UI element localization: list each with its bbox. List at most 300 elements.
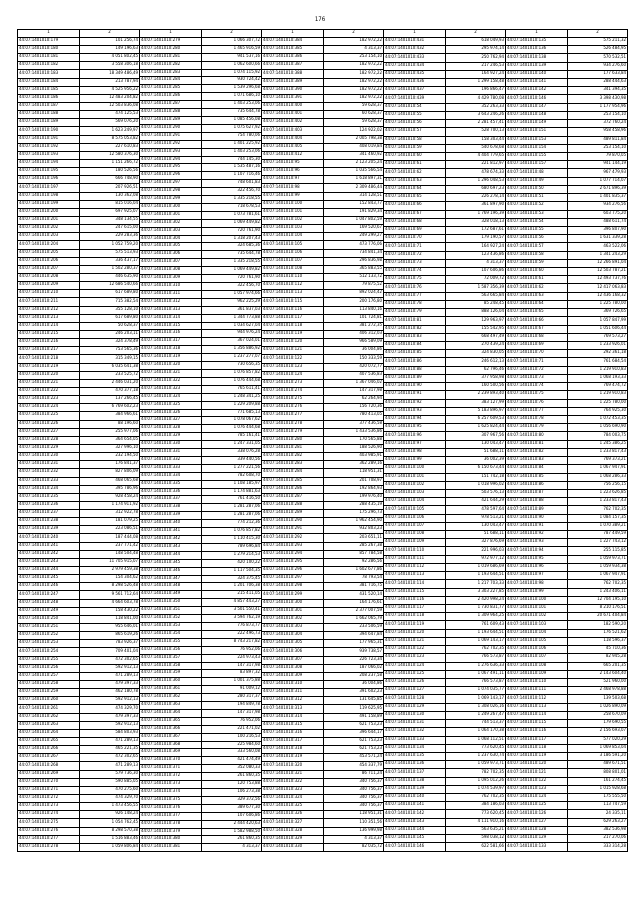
table-row	[140, 496, 262, 504]
table-row	[506, 333, 628, 341]
cadastral-number-cell: 44:07:1401010:363	[140, 702, 202, 710]
cadastral-value-cell: 12 580 376,30	[80, 151, 140, 159]
cadastral-number-cell: 44:07:1401010:388	[262, 70, 324, 78]
table-row	[262, 501, 384, 509]
table-row	[262, 208, 384, 216]
table-row	[18, 86, 140, 94]
cadastral-number-cell: 44:07:1401010:314	[262, 713, 324, 721]
table-row	[384, 720, 506, 728]
table-row	[506, 563, 628, 571]
cadastral-value-cell: 479 397,33	[80, 681, 140, 689]
table-row	[18, 705, 140, 713]
cadastral-number-cell: 44:07:1401010:299	[140, 196, 202, 204]
table-row	[262, 542, 384, 550]
table-row	[506, 752, 628, 760]
cadastral-value-cell: 1 433 536,86	[324, 428, 384, 436]
table-row	[18, 208, 140, 216]
table-row	[18, 412, 140, 420]
cadastral-value-cell: 12 436 168,32	[568, 292, 628, 300]
table-row	[18, 575, 140, 583]
table-row	[506, 531, 628, 539]
cadastral-number-cell: 44:07:1401010:437	[384, 87, 446, 95]
cadastral-number-cell: 44:07:1401010:282	[262, 453, 324, 461]
table-row	[18, 371, 140, 379]
table-row	[506, 87, 628, 95]
cadastral-value-cell: 473 776,06	[324, 241, 384, 249]
table-row	[506, 37, 628, 45]
table-row	[140, 53, 262, 61]
cadastral-value-cell: 785 161,41	[202, 433, 262, 441]
table-row	[140, 773, 262, 781]
cadastral-number-cell: 44:07:1401010:98	[384, 448, 446, 456]
cadastral-value-cell: 579 736,30	[80, 770, 140, 778]
cadastral-value-cell: 787 449,59	[568, 531, 628, 539]
cadastral-value-cell: 888 126,04	[446, 309, 506, 317]
table-row	[18, 738, 140, 746]
cadastral-value-cell: 774 212,36	[202, 520, 262, 528]
cadastral-value-cell: 182 590,20	[568, 621, 628, 629]
table-row	[262, 62, 384, 70]
cadastral-value-cell: 769 573,27	[568, 333, 628, 341]
table-row	[262, 371, 384, 379]
cadastral-value-cell: 381 272,35	[324, 322, 384, 330]
table-row	[18, 200, 140, 208]
table-row	[384, 358, 506, 366]
cadastral-number-cell: 44:07:1401010:93	[384, 407, 446, 415]
cadastral-value-cell: 149 196,63	[80, 46, 140, 54]
cadastral-number-cell: 44:07:1401010:126	[384, 678, 446, 686]
cadastral-value-cell: 762 702,35	[568, 580, 628, 588]
cadastral-value-cell: 421 644,29	[446, 498, 506, 506]
table-row	[18, 453, 140, 461]
cadastral-number-cell: 44:07:1401010:248	[18, 599, 80, 607]
cadastral-number-cell: 44:07:1401010:76	[506, 399, 568, 407]
cadastral-number-cell: 44:07:1401010:97	[384, 440, 446, 448]
cadastral-value-cell: 629 263,27	[568, 818, 628, 826]
cadastral-value-cell: 1 070 389,21	[568, 522, 628, 530]
cadastral-number-cell: 44:07:1401010:88	[506, 498, 568, 506]
table-row	[140, 180, 262, 188]
table-row	[18, 583, 140, 591]
table-row	[140, 638, 262, 646]
cadastral-value-cell: 941 144,19	[568, 161, 628, 169]
cadastral-value-cell: 762 702,35	[446, 794, 506, 802]
cadastral-number-cell: 44:07:1401010:346	[140, 567, 202, 575]
table-row	[384, 777, 506, 785]
table-row	[384, 588, 506, 596]
table-row	[18, 347, 140, 355]
table-row	[506, 194, 628, 202]
table-row	[140, 211, 262, 219]
table-row	[262, 111, 384, 119]
cadastral-value-cell: 8 575 053,82	[80, 135, 140, 143]
table-row	[506, 588, 628, 596]
cadastral-value-cell: 175 555,50	[568, 794, 628, 802]
cadastral-number-cell: 44:07:1401010:280	[262, 436, 324, 444]
cadastral-value-cell: 782 702,35	[446, 769, 506, 777]
table-row	[384, 161, 506, 169]
table-row	[506, 177, 628, 185]
cadastral-value-cell: 1 068 286,33	[568, 473, 628, 481]
table-row	[140, 599, 262, 607]
table-row	[262, 355, 384, 363]
cadastral-value-cell: 233 525,72	[80, 371, 140, 379]
cadastral-number-cell: 44:07:1401010:209	[18, 282, 80, 290]
table-row	[18, 233, 140, 241]
cadastral-number-cell: 44:07:1401010:140	[506, 70, 568, 78]
cadastral-value-cell: 51 688,11	[446, 531, 506, 539]
cadastral-number-cell: 44:07:1401010:92	[506, 531, 568, 539]
cadastral-number-cell: 44:07:1401010:369	[140, 749, 202, 757]
cadastral-value-cell: 201 708,97	[324, 477, 384, 485]
cadastral-value-cell: 1 318 207,43	[202, 235, 262, 243]
table-row	[140, 188, 262, 196]
cadastral-value-cell: 12 266 891,04	[568, 259, 628, 267]
cadastral-number-cell: 44:07:1401010:352	[140, 615, 202, 623]
table-row	[140, 757, 262, 765]
cadastral-number-cell: 44:07:1401010:122	[384, 646, 446, 654]
cadastral-number-cell: 44:07:1401010:198	[18, 192, 80, 200]
header-row	[384, 30, 506, 38]
cadastral-value-cell: 328 018,13	[446, 218, 506, 226]
cadastral-number-cell: 44:07:1401010:314	[140, 314, 202, 322]
cadastral-value-cell: 2 123 205,24	[324, 160, 384, 168]
cadastral-number-cell: 44:07:1401010:270	[18, 778, 80, 786]
cadastral-value-cell: 1 299 158,48	[446, 79, 506, 87]
cadastral-value-cell: 857 784,58	[324, 550, 384, 558]
cadastral-value-cell: 187 444,08	[80, 534, 140, 542]
cadastral-number-cell: 44:07:1401010:320	[262, 762, 324, 770]
table-row	[18, 420, 140, 428]
table-row	[140, 528, 262, 536]
cadastral-number-cell: 44:07:1401010:367	[140, 733, 202, 741]
table-row	[18, 282, 140, 290]
table-row	[18, 493, 140, 501]
table-row	[262, 697, 384, 705]
table-row	[506, 736, 628, 744]
cadastral-number-cell: 44:07:1401010:110	[506, 678, 568, 686]
cadastral-value-cell: 227 610,83	[80, 143, 140, 151]
cadastral-value-cell: 773 620,45	[446, 810, 506, 818]
cadastral-number-cell: 44:07:1401010:108	[506, 662, 568, 670]
cadastral-value-cell: 172 687,61	[446, 226, 506, 234]
cadastral-number-cell: 44:07:1401010:277	[262, 412, 324, 420]
table-row	[262, 624, 384, 632]
cadastral-value-cell: 381 716,75	[324, 583, 384, 591]
cadastral-number-cell: 44:07:1401010:280	[140, 45, 202, 53]
table-row	[384, 226, 506, 234]
cadastral-number-cell: 44:07:1401010:194	[18, 160, 80, 168]
cadastral-value-cell: 6 035 641,38	[80, 363, 140, 371]
cadastral-number-cell: 44:07:1401010:94	[384, 415, 446, 423]
cadastral-value-cell: 735 644,78	[202, 109, 262, 117]
cadastral-number-cell: 44:07:1401010:193	[18, 151, 80, 159]
cadastral-number-cell: 44:07:1401010:106	[384, 514, 446, 522]
cadastral-value-cell: 1 151 266,72	[80, 160, 140, 168]
cadastral-value-cell: 773 620,45	[446, 744, 506, 752]
table-row	[384, 835, 506, 843]
cadastral-number-cell: 44:07:1401010:326	[262, 811, 324, 819]
table-row	[384, 169, 506, 177]
table-row	[140, 156, 262, 164]
cadastral-number-cell: 44:07:1401010:55	[384, 111, 446, 119]
table-row	[262, 298, 384, 306]
cadastral-number-cell: 44:07:1401010:128	[506, 826, 568, 834]
table-row	[18, 526, 140, 534]
cadastral-number-cell: 44:07:1401010:350	[140, 599, 202, 607]
cadastral-number-cell: 44:07:1401010:334	[140, 472, 202, 480]
table-row	[384, 596, 506, 604]
cadastral-value-cell: 124 922,02	[324, 127, 384, 135]
table-row	[140, 646, 262, 654]
table-row	[262, 257, 384, 265]
cadastral-value-cell: 617 689,80	[80, 314, 140, 322]
table-row	[18, 330, 140, 338]
cadastral-value-cell: 107 606,86	[446, 268, 506, 276]
cadastral-number-cell: 44:07:1401010:321	[140, 369, 202, 377]
cadastral-number-cell: 44:07:1401010:385	[262, 46, 324, 54]
cadastral-value-cell: 2 281 457,41	[446, 120, 506, 128]
table-row	[384, 350, 506, 358]
table-row	[262, 127, 384, 135]
cadastral-number-cell: 44:07:1401010:84	[384, 342, 446, 350]
table-row	[384, 818, 506, 826]
cadastral-value-cell: 3 398 430,98	[568, 95, 628, 103]
table-row	[262, 632, 384, 640]
table-row	[140, 844, 262, 852]
table-row	[140, 203, 262, 211]
cadastral-value-cell: 247 615,00	[80, 225, 140, 233]
table-row	[262, 46, 384, 54]
cadastral-value-cell: 972 977,12	[446, 555, 506, 563]
cadastral-number-cell: 44:07:1401010:135	[384, 752, 446, 760]
table-row	[140, 828, 262, 836]
table-row	[18, 46, 140, 54]
table-row	[506, 720, 628, 728]
cadastral-number-cell: 44:07:1401010:73	[384, 259, 446, 267]
cadastral-value-cell: 744 145,30	[202, 156, 262, 164]
cadastral-value-cell: 3 501 550,41	[202, 607, 262, 615]
cadastral-value-cell: 603 775,20	[568, 210, 628, 218]
cadastral-value-cell: 1 193 644,51	[446, 572, 506, 580]
table-row	[140, 567, 262, 575]
cadastral-value-cell: 503 576,13	[446, 489, 506, 497]
cadastral-number-cell: 44:07:1401010:208	[18, 273, 80, 281]
cadastral-value-cell: 365 883,55	[324, 265, 384, 273]
table-row	[262, 803, 384, 811]
table-row	[384, 514, 506, 522]
cadastral-number-cell: 44:07:1401010:78	[384, 300, 446, 308]
cadastral-value-cell: 324 378,49	[80, 339, 140, 347]
cadastral-number-cell: 44:07:1401010:62	[506, 284, 568, 292]
cadastral-number-cell: 44:07:1401010:52	[506, 202, 568, 210]
cadastral-number-cell: 44:07:1401010:228	[18, 436, 80, 444]
cadastral-number-cell: 44:07:1401010:112	[262, 282, 324, 290]
table-row	[506, 120, 628, 128]
cadastral-value-cell: 221 471,02	[202, 725, 262, 733]
cadastral-number-cell: 44:07:1401010:179	[18, 37, 80, 45]
cadastral-number-cell: 44:07:1401010:120	[384, 629, 446, 637]
header-row	[506, 30, 628, 38]
cadastral-number-cell: 44:07:1401010:138	[384, 777, 446, 785]
cadastral-number-cell: 44:07:1401010:354	[140, 630, 202, 638]
cadastral-number-cell: 44:07:1401010:66	[506, 317, 568, 325]
cadastral-number-cell: 44:07:1401010:184	[18, 78, 80, 86]
cadastral-number-cell: 44:07:1401010:355	[140, 638, 202, 646]
cadastral-number-cell: 44:07:1401010:138	[506, 54, 568, 62]
cadastral-number-cell: 44:07:1401010:315	[262, 721, 324, 729]
table-row	[262, 78, 384, 86]
table-row	[506, 95, 628, 103]
cadastral-number-cell: 44:07:1401010:433	[384, 54, 446, 62]
cadastral-number-cell: 44:07:1401010:306	[262, 648, 324, 656]
table-row	[506, 703, 628, 711]
cadastral-number-cell: 44:07:1401010:103	[262, 225, 324, 233]
table-row	[262, 469, 384, 477]
table-row	[18, 518, 140, 526]
table-row	[506, 144, 628, 152]
cadastral-number-cell: 44:07:1401010:325	[262, 803, 324, 811]
cadastral-number-cell: 44:07:1401010:219	[18, 363, 80, 371]
cadastral-value-cell: 540 678,68	[446, 144, 506, 152]
table-row	[384, 473, 506, 481]
table-row	[384, 522, 506, 530]
cadastral-value-cell: 592 912,13	[80, 697, 140, 705]
cadastral-value-cell: 106 273,38	[202, 789, 262, 797]
cadastral-value-cell: 6 769 602,23	[80, 404, 140, 412]
cadastral-value-cell: 1 052 759,20	[80, 241, 140, 249]
cadastral-number-cell: 44:07:1401010:286	[140, 93, 202, 101]
cadastral-number-cell: 44:07:1401010:362	[140, 694, 202, 702]
cadastral-value-cell: 665 201,35	[568, 662, 628, 670]
cadastral-value-cell: 288 444,63	[568, 79, 628, 87]
cadastral-value-cell: 1 076 444,68	[202, 377, 262, 385]
cadastral-value-cell: 11 705 915,07	[80, 558, 140, 566]
table-row	[506, 498, 628, 506]
cadastral-number-cell: 44:07:1401010:386	[262, 54, 324, 62]
cadastral-value-cell: 341 460,92	[324, 151, 384, 159]
table-row	[384, 580, 506, 588]
cadastral-value-cell: 718 678,53	[202, 203, 262, 211]
table-row	[384, 268, 506, 276]
cadastral-value-cell: 36 002,39	[446, 457, 506, 465]
cadastral-number-cell: 44:07:1401010:95	[506, 555, 568, 563]
cadastral-value-cell: 1 403 253,06	[202, 101, 262, 109]
table-row	[262, 550, 384, 558]
cadastral-number-cell: 44:07:1401010:57	[506, 243, 568, 251]
cadastral-number-cell: 44:07:1401010:131	[384, 720, 446, 728]
cadastral-number-cell: 44:07:1401010:154	[506, 144, 568, 152]
table-row	[262, 518, 384, 526]
table-row	[140, 251, 262, 259]
cadastral-number-cell: 44:07:1401010:83	[384, 333, 446, 341]
table-row	[262, 54, 384, 62]
cadastral-number-cell: 44:07:1401010:364	[140, 709, 202, 717]
cadastral-value-cell: 1 344 773,88	[202, 314, 262, 322]
cadastral-value-cell: 782 608,70	[202, 472, 262, 480]
table-row	[262, 794, 384, 802]
cadastral-value-cell: 280 317,37	[202, 694, 262, 702]
table-row	[384, 152, 506, 160]
table-row	[506, 761, 628, 769]
table-row	[18, 485, 140, 493]
cadastral-number-cell: 44:07:1401010:274	[262, 387, 324, 395]
cadastral-value-cell: 617 689,80	[80, 290, 140, 298]
table-row	[506, 54, 628, 62]
table-row	[506, 325, 628, 333]
table-row	[384, 79, 506, 87]
cadastral-value-cell: 776 873,77	[202, 622, 262, 630]
cadastral-value-cell: 255 115,85	[568, 547, 628, 555]
cadastral-number-cell: 44:07:1401010:106	[506, 646, 568, 654]
table-row	[506, 572, 628, 580]
table-row	[18, 558, 140, 566]
table-row	[506, 210, 628, 218]
cadastral-value-cell: 100 216,53	[202, 733, 262, 741]
table-row	[506, 654, 628, 662]
cadastral-value-cell: 1 233 817,43	[568, 498, 628, 506]
cadastral-value-cell: 462 180,78	[80, 689, 140, 697]
table-row	[140, 338, 262, 346]
table-row	[140, 678, 262, 686]
cadastral-number-cell: 44:07:1401010:62	[384, 169, 446, 177]
cadastral-value-cell: 12 493 737,76	[568, 276, 628, 284]
cadastral-value-cell: 478 674,33	[446, 169, 506, 177]
cadastral-value-cell: 270 439,24	[446, 342, 506, 350]
cadastral-number-cell: 44:07:1401010:372	[140, 773, 202, 781]
cadastral-number-cell: 44:07:1401010:89	[506, 506, 568, 514]
cadastral-number-cell: 44:07:1401010:298	[140, 188, 202, 196]
table-row	[18, 241, 140, 249]
table-row	[262, 672, 384, 680]
cadastral-value-cell: 1 068 193,33	[568, 374, 628, 382]
cadastral-value-cell: 1 076 857,82	[202, 369, 262, 377]
cadastral-number-cell: 44:07:1401010:225	[18, 412, 80, 420]
table-row	[506, 128, 628, 136]
cadastral-number-cell: 44:07:1401010:132	[384, 728, 446, 736]
cadastral-value-cell: 118 596,37	[568, 637, 628, 645]
cadastral-value-cell: 333 314,28	[568, 843, 628, 852]
cadastral-value-cell: 333 560,08	[202, 749, 262, 757]
table-row	[262, 420, 384, 428]
cadastral-value-cell: 1 465 916,59	[202, 45, 262, 53]
cadastral-number-cell: 44:07:1401010:245	[18, 575, 80, 583]
cadastral-value-cell: 118 951,31	[324, 469, 384, 477]
cadastral-value-cell: 2 005 798,38	[324, 135, 384, 143]
cadastral-value-cell: 221 996,03	[446, 547, 506, 555]
cadastral-value-cell: 512 133,72	[324, 273, 384, 281]
table-row	[18, 664, 140, 672]
cadastral-number-cell: 44:07:1401010:293	[140, 148, 202, 156]
table-row	[262, 387, 384, 395]
table-row	[18, 640, 140, 648]
cadastral-value-cell: 1 069 449,82	[202, 267, 262, 275]
table-row	[140, 512, 262, 520]
cadastral-number-cell: 44:07:1401010:345	[140, 559, 202, 567]
cadastral-value-cell: 336 437,17	[80, 257, 140, 265]
table-row	[140, 749, 262, 757]
cadastral-value-cell: 120 753,88	[202, 781, 262, 789]
cadastral-number-cell: 44:07:1401010:133	[506, 843, 568, 852]
table-row	[384, 794, 506, 802]
table-row	[262, 591, 384, 599]
cadastral-number-cell: 44:07:1401010:312	[140, 298, 202, 306]
cadastral-number-cell: 44:07:1401010:263	[18, 721, 80, 729]
table-row	[506, 46, 628, 54]
table-row	[506, 251, 628, 259]
table-row	[384, 506, 506, 514]
cadastral-number-cell: 44:07:1401010:357	[140, 654, 202, 662]
